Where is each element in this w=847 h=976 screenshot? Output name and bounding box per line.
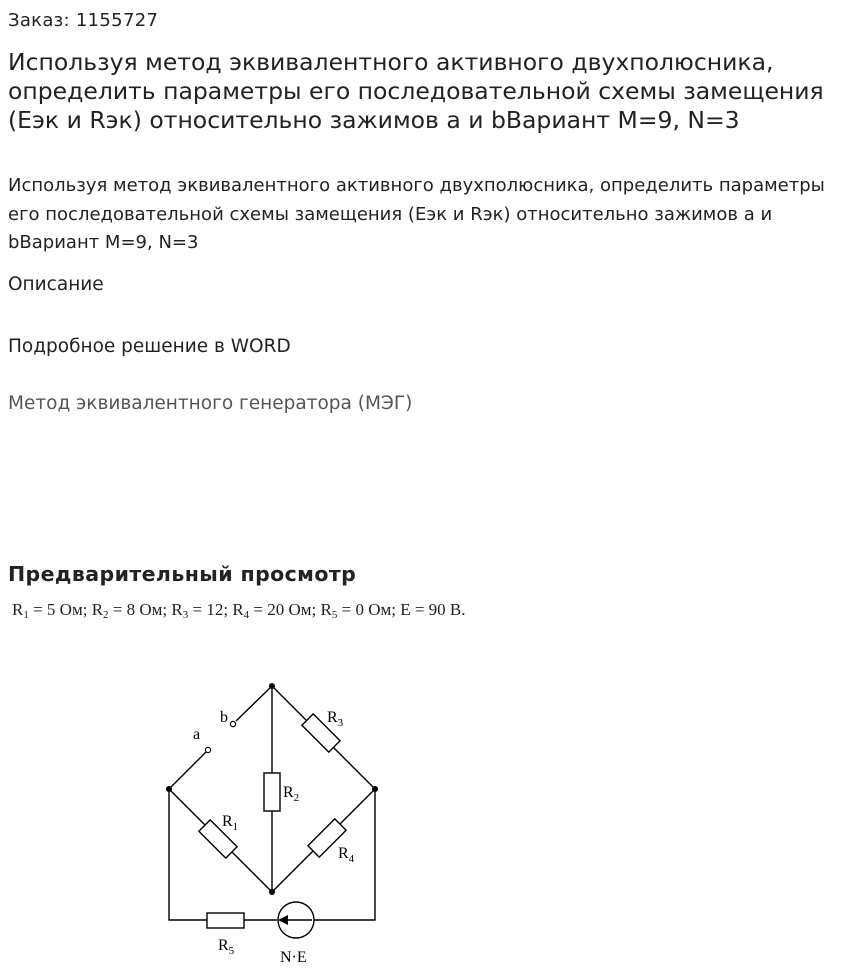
label-source: N·E [280,949,307,966]
label-r4: $R_4$ [338,845,355,865]
task-description: Используя метод эквивалентного активного двухполюсника, определить параметры его последовательной схемы замещения (Eэк и Rэк) относительно зажимов a и bВариант M=9, N=3 [8,175,825,253]
label-r5: $R_5$ [218,937,235,957]
preview-heading: Предварительный просмотр [8,562,357,586]
resistor-r5 [207,913,244,928]
label-r1: $R_1$ [222,813,239,833]
description-heading: Описание [8,274,104,295]
solution-note: Подробное решение в WORD [8,336,291,357]
wire-a-left [169,751,207,789]
label-b: b [220,709,228,726]
terminal-a [205,747,210,752]
order-number: Заказ: 1155727 [8,10,159,31]
node-top [269,683,275,689]
resistor-r2 [264,773,280,811]
node-right [372,786,378,792]
terminal-b [230,721,235,726]
page-title: Используя метод эквивалентного активного двухполюсника, определить параметры его последовательной схемы замещения (Eэк и Rэк) относительно зажимов a и bВариант M=9, N=3 [8,48,824,134]
method-link[interactable]: Метод эквивалентного генератора (МЭГ) [8,393,413,414]
label-a: a [193,726,201,743]
node-left [166,786,172,792]
label-r3: $R_3$ [327,709,344,729]
wire-top-b [236,686,272,721]
node-bottom [269,889,275,895]
parameters-line: $R_1 = 5$ Ом; $R_2 = 8$ Ом; $R_3 = 12$; $R_4 = 20$ Ом; $R_5 = 0$ Ом; E = 90 B. [12,600,466,621]
label-r2: $R_2$ [283,784,300,804]
